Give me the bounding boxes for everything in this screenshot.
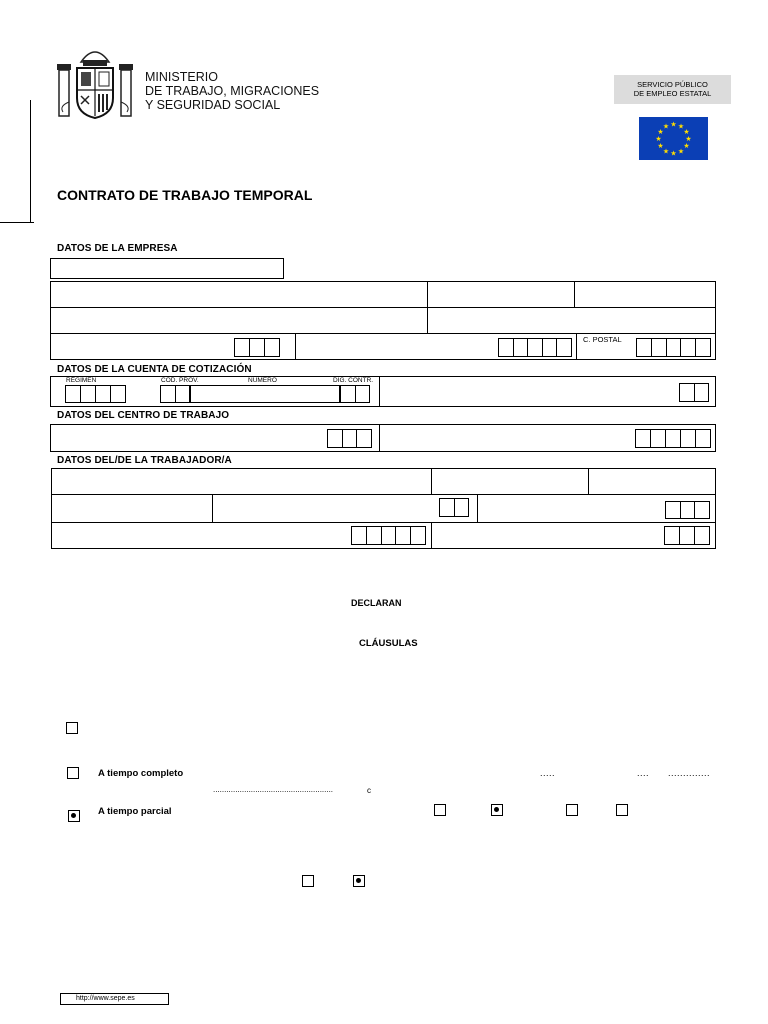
section-centro: DATOS DEL CENTRO DE TRABAJO — [57, 410, 230, 421]
empresa-number-cells[interactable] — [498, 338, 572, 357]
col-divider — [379, 376, 380, 407]
dots-1: ..... — [540, 768, 556, 778]
row-divider — [51, 522, 716, 523]
bottom-option-2-checkbox[interactable] — [353, 875, 365, 887]
cuenta-extra-cells[interactable] — [679, 383, 709, 402]
regimen-label: RÉGIMEN — [66, 377, 97, 384]
svg-text:★: ★ — [662, 122, 670, 131]
dots-2: .... — [637, 768, 650, 778]
section-empresa: DATOS DE LA EMPRESA — [57, 243, 178, 254]
parcial-option-2-checkbox[interactable] — [491, 804, 503, 816]
svg-text:★: ★ — [662, 147, 670, 156]
col-divider — [588, 468, 589, 494]
dots-c: c — [367, 786, 372, 795]
sepe-label — [614, 75, 731, 104]
regimen-cells[interactable] — [65, 385, 126, 403]
completo-label: A tiempo completo — [98, 768, 184, 779]
col-divider — [576, 333, 577, 360]
cod-prov-label: COD. PROV. — [161, 377, 199, 384]
empresa-field-2[interactable] — [51, 282, 426, 306]
coat-of-arms-logo — [55, 42, 135, 122]
parcial-option-1-checkbox[interactable] — [434, 804, 446, 816]
numero-label: NÚMERO — [248, 377, 277, 384]
trabajador-cells-2[interactable] — [665, 501, 710, 519]
empresa-code-cells[interactable] — [234, 338, 280, 357]
trabajador-cells-4[interactable] — [664, 526, 710, 545]
margin-tick — [0, 222, 34, 223]
empresa-field-4[interactable] — [575, 282, 715, 306]
col-divider — [477, 494, 478, 522]
numero-cells[interactable] — [190, 385, 340, 403]
trabajador-sex-cells[interactable] — [439, 498, 469, 517]
clausulas-heading: CLÁUSULAS — [359, 638, 418, 649]
svg-text:★: ★ — [657, 142, 664, 150]
col-divider — [431, 522, 432, 549]
dots-3: .............. — [668, 768, 711, 778]
parcial-option-3-checkbox[interactable] — [566, 804, 578, 816]
empresa-field-5[interactable] — [51, 308, 426, 332]
centro-postal-cells[interactable] — [635, 429, 711, 448]
svg-text:★: ★ — [677, 122, 685, 131]
margin-line — [30, 100, 31, 222]
svg-text:★: ★ — [670, 120, 677, 129]
ministry-line-1: MINISTERIO — [145, 70, 218, 84]
completo-checkbox[interactable] — [67, 767, 79, 779]
eu-flag-icon — [639, 117, 708, 160]
empresa-field-3[interactable] — [428, 282, 573, 306]
parcial-checkbox[interactable] — [68, 810, 80, 822]
cuenta-table — [50, 376, 716, 407]
svg-text:★: ★ — [677, 147, 685, 156]
col-divider — [379, 424, 380, 452]
svg-text:★: ★ — [683, 128, 690, 136]
col-divider — [212, 494, 213, 522]
trabajador-cells-3[interactable] — [351, 526, 426, 545]
parcial-option-4-checkbox[interactable] — [616, 804, 628, 816]
dots-4: ...................................................... — [213, 785, 334, 794]
postal-code-cells[interactable] — [636, 338, 711, 357]
declaran-heading: DECLARAN — [351, 598, 402, 608]
empresa-field-6[interactable] — [428, 308, 715, 332]
page-title: CONTRATO DE TRABAJO TEMPORAL — [57, 187, 313, 203]
dig-contr-cells[interactable] — [340, 385, 370, 403]
parcial-label: A tiempo parcial — [98, 806, 172, 817]
section-trabajador: DATOS DEL/DE LA TRABAJADOR/A — [57, 455, 232, 466]
row-divider — [50, 333, 716, 334]
centro-table — [50, 424, 716, 452]
col-divider — [295, 333, 296, 360]
ministry-name — [145, 70, 319, 112]
footer-url-text: http://www.sepe.es — [76, 995, 135, 1002]
ministry-line-3: Y SEGURIDAD SOCIAL — [145, 98, 281, 112]
col-divider — [431, 468, 432, 494]
svg-text:★: ★ — [683, 142, 690, 150]
sepe-line-2: DE EMPLEO ESTATAL — [633, 89, 712, 98]
svg-text:★: ★ — [685, 135, 692, 143]
cod-prov-cells[interactable] — [160, 385, 190, 403]
svg-text:★: ★ — [670, 149, 677, 158]
ministry-line-2: DE TRABAJO, MIGRACIONES — [145, 84, 320, 98]
section-cuenta: DATOS DE LA CUENTA DE COTIZACIÓN — [57, 364, 252, 375]
centro-code-cells[interactable] — [327, 429, 372, 448]
bottom-option-1-checkbox[interactable] — [302, 875, 314, 887]
sepe-line-1: SERVICIO PÚBLICO — [637, 80, 708, 89]
row-divider — [51, 494, 716, 495]
svg-text:★: ★ — [657, 128, 664, 136]
dig-contr-label: DIG. CONTR. — [333, 377, 374, 384]
c-postal-label: C. POSTAL — [583, 335, 622, 344]
empresa-field-1[interactable] — [50, 258, 284, 279]
footer-url[interactable] — [60, 993, 169, 1005]
svg-text:★: ★ — [655, 135, 662, 143]
clausula-checkbox[interactable] — [66, 722, 78, 734]
